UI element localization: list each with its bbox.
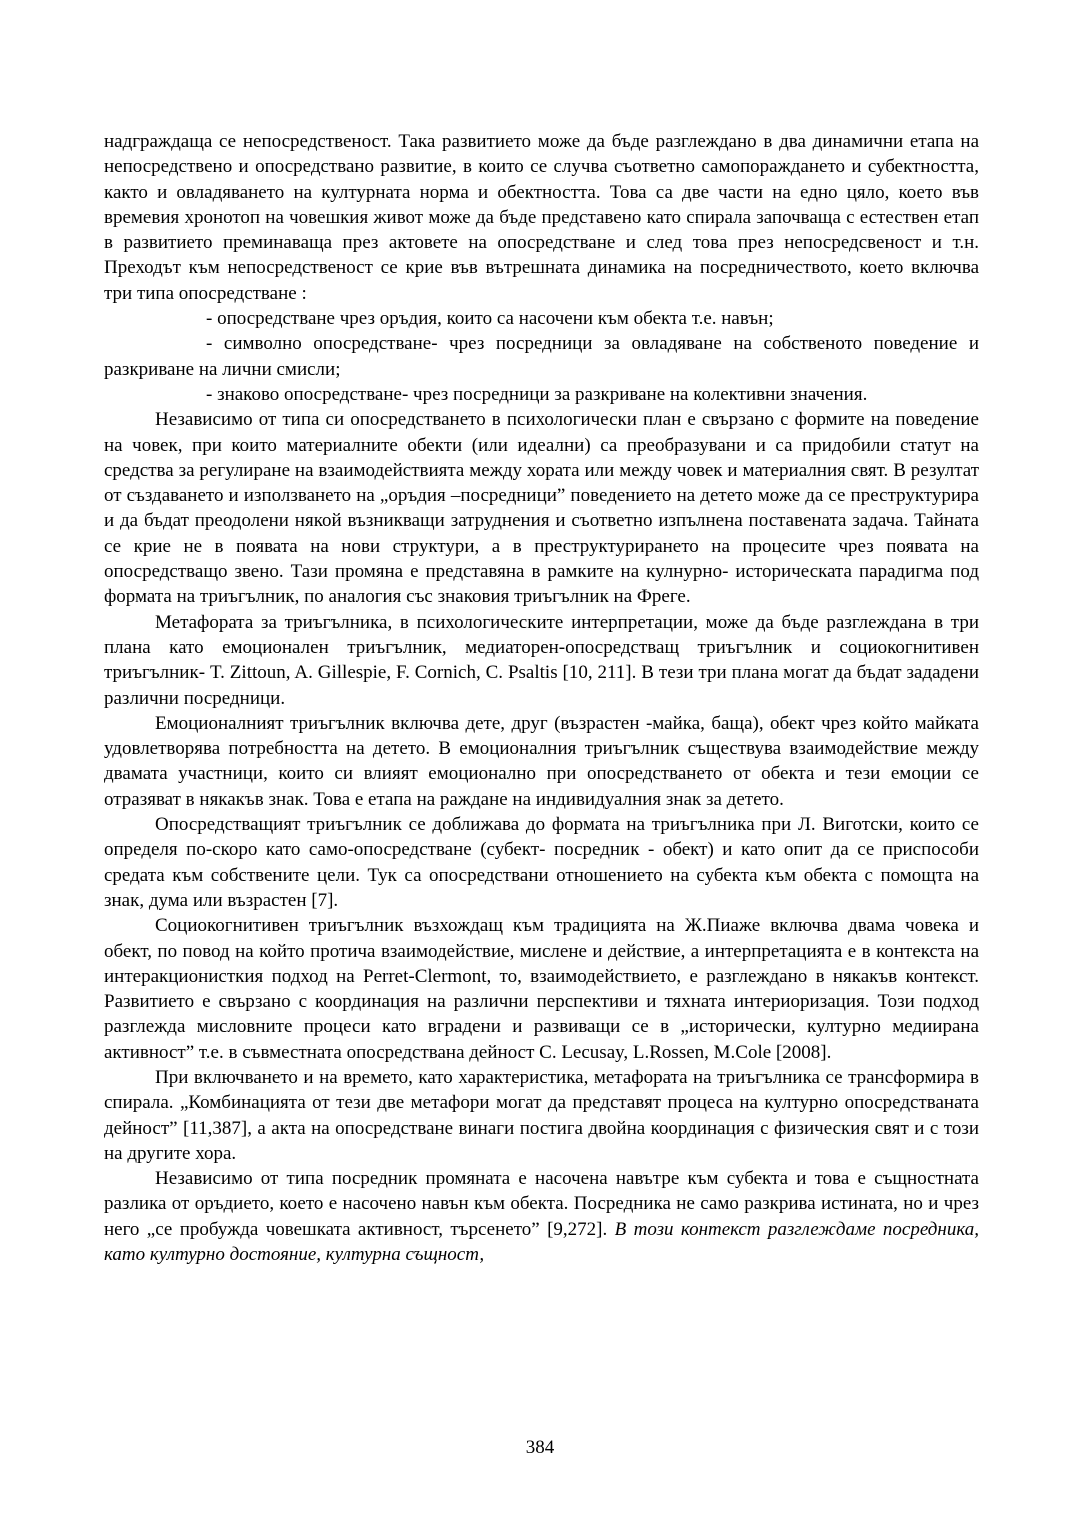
list-item-tool-mediation: - опосредстване чрез оръдия, които са насочени към обекта т.е. навън; [206,308,774,330]
list-item-sign-mediation: - знаково опосредстване- чрез посредници за разкриване на колективни значения. [206,383,868,405]
paragraph-sociocognitive-triangle: Социокогнитивен триъгълник възхождащ към традицията на Ж.Пиаже включва двама човека и обект, по повод на който протича взаимодействие, мислене и действие, а интерпретацията е в контекста на интеракционисткия подход на Perret-Clermont, то, взаимодействието, е разглеждано в някакъв контекст. Развитието е свързано с координация на различни перспективи и тяхната интериоризация. Този подход разглежда мисловните процеси като вградени и развиващи се в „исторически, културно медиирана активност” т.е. в съвместната опосредствана дейност C. Lecusay, L.Rossen, M.Cole [2008]. [104,915,979,1063]
paragraph-mediating-triangle: Опосредстващият триъгълник се доближава до формата на триъгълника при Л. Виготски, които се определя по-скоро като само-опосредстване (субект- посредник - обект) и като опит да се приспособи средата към собствените цели. Тук са опосредствани отношението на субекта към обекта с помощта на знак, дума или възрастен [7]. [104,814,979,911]
italic-emphasis: В този контекст разглеждаме посредника, като културно достояние, културна същност, [104,1218,979,1266]
paragraph-mediator-direction [104,1166,979,1267]
paragraph-triangle-metaphor: Метафората за триъгълника, в психологическите интерпретации, може да бъде разглеждана в три плана като емоционален триъгълник, медиаторен-опосредстващ триъгълник и социокогнитивен триъгълник- T. Zittoun, A. Gillespie, F. Cornich, C. Psaltis [10, 211]. В тези три плана могат да бъдат зададени различни посредници. [104,611,979,709]
paragraph-mediator-text: Независимо от типа посредник промяната е насочена навътре към субекта и това е същностната разлика от оръдието, което е насочено навън към обекта. Посредника не само разкрива истината, но и чрез него „се пробужда човешката активност, търсенето” [9,272]. [104,1168,979,1240]
list-item-symbolic-mediation: - символно опосредстване- чрез посредници за овладяване на собственото поведение и разкриване на лични смисли; [104,333,979,380]
paragraph-spiral: При включването и на времето, като характеристика, метафората на триъгълника се трансформира в спирала. „Комбинацията от тези две метафори могат да представят процеса на културно опосредстваната дейност” [11,387], а акта на опосредстване винаги постига двойна координация с физическия свят и с този на другите хора. [104,1066,979,1164]
page-number: 384 [525,1437,555,1458]
body-text [104,129,979,1267]
paragraph-emotional-triangle: Емоционалният триъгълник включва дете, друг (възрастен -майка, баща), обект чрез който майката удовлетворява потребността на детето. В емоционалния триъгълник съществува взаимодействие между двамата участници, които си влияят емоционално при опосредстването от обекта и тези емоции се отразяват в някакъв знак. Това е етапа на раждане на индивидуалния знак за детето. [104,712,979,810]
paragraph-continuation: надграждаща се непосредственост. Така развитието може да бъде разглеждано в два динамични етапа на непосредствено и опосредствано развитие, в които се случва съответно самопораждането и субектността, както и овладяването на културната норма и обектността. Това са две части на едно цяло, което във времевия хронотоп на човешкия живот може да бъде представено като спирала започваща с естествен етап в развитието преминаваща през актовете на опосредстване и след това през непосредсвеност и т.н. Преходът към непосредственост се крие във вътрешната динамика на посредничеството, което включва три типа опосредстване : [104,131,979,304]
paragraph-mediation-type: Независимо от типа си опосредстването в психологически план е свързано с формите на поведение на човек, при които материалните обекти (или идеални) са преобразувани и са придобили статут на средства за регулиране на взаимодействията между хората или между човек и материалния свят. В резултат от създаването и използването на „оръдия –посредници” поведението на детето може да се преструктурира и да бъдат преодолени някой възникващи затруднения и съответно изпълнена поставената задача. Тайната се крие не в появата на нови структури, а в преструктурирането на процесите чрез появата на опосредстващо звено. Тази промяна е представяна в рамките на кулнурно- историческата парадигма под формата на триъгълник, по аналогия със знаковия триъгълник на Фреге. [104,409,979,608]
